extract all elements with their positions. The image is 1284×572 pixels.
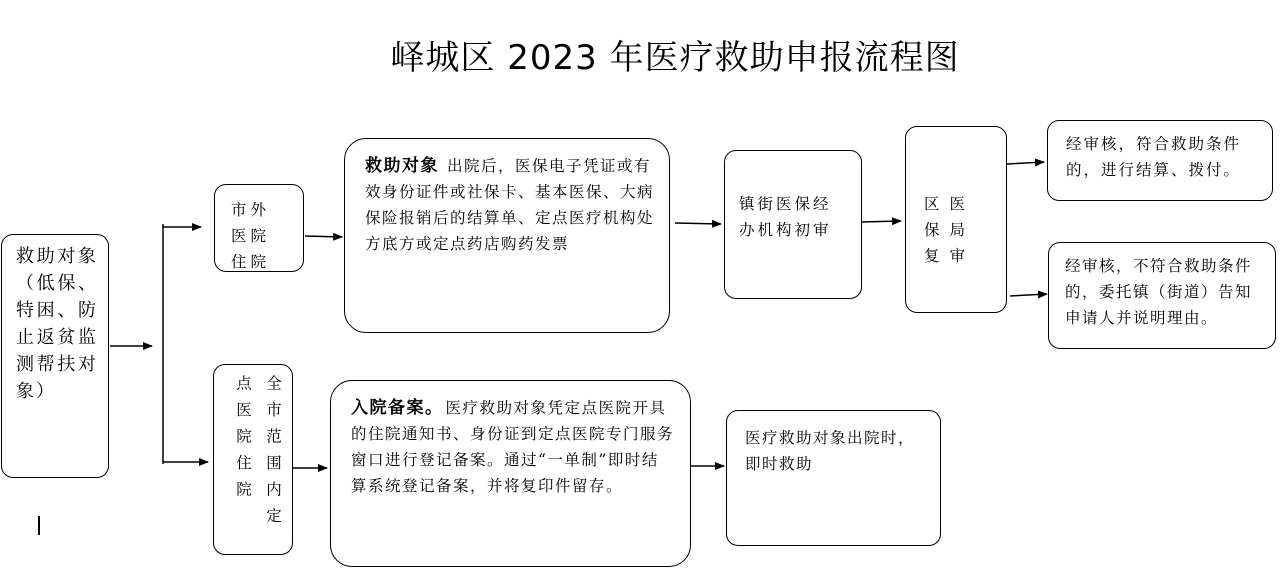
arrow-district-to-rejected xyxy=(1010,294,1047,296)
node-district-review-text: 区医保局复审 xyxy=(924,195,976,265)
node-outside-city-hospital-text: 市外医院住院 xyxy=(231,201,271,271)
arrow-district-to-approved xyxy=(1007,162,1044,164)
node-outside-city-hospital xyxy=(214,184,304,272)
text-cursor xyxy=(38,516,40,535)
node-outside-materials xyxy=(344,138,670,333)
arrow-town-to-district xyxy=(861,221,901,222)
node-approved-result-text: 经审核，符合救助条件的，进行结算、拨付。 xyxy=(1066,135,1242,179)
node-admission-filing xyxy=(330,380,691,567)
arrow-outside-to-materials xyxy=(305,236,342,237)
node-district-review xyxy=(905,126,1007,313)
node-town-initial-review-text: 镇街医保经办机构初审 xyxy=(739,195,832,239)
node-inside-city-hospital-text: 全市范围内定点医院住院 xyxy=(234,375,282,534)
node-rejected-result-text: 经审核，不符合救助条件的，委托镇（街道）告知申请人并说明理由。 xyxy=(1065,257,1253,327)
node-aid-subject-text: 救助对象（低保、特困、防止返贫监测帮扶对象） xyxy=(16,246,98,402)
node-admission-filing-body: 医疗救助对象凭定点医院开具的住院通知书、身份证到定点医院专门服务窗口进行登记备案。通过“一单制”即时结算系统登记备案，并将复印件留存。 xyxy=(351,399,675,495)
node-outside-materials-text xyxy=(365,153,655,257)
page-title: 峄城区 2023 年医疗救助申报流程图 xyxy=(390,38,960,78)
node-instant-aid-text: 医疗救助对象出院时，即时救助 xyxy=(745,429,916,473)
arrow-materials-to-town xyxy=(675,223,721,224)
node-admission-filing-text xyxy=(351,395,674,499)
node-instant-aid xyxy=(726,410,941,546)
node-aid-subject xyxy=(1,234,109,478)
node-outside-materials-lead: 救助对象 xyxy=(365,156,439,176)
node-approved-result xyxy=(1047,120,1273,201)
node-town-initial-review xyxy=(724,150,862,299)
node-admission-filing-lead: 入院备案。 xyxy=(351,398,444,418)
node-outside-materials-body: 出院后，医保电子凭证或有效身份证件或社保卡、基本医保、大病保险报销后的结算单、定点医疗机构处方底方或定点药店购药发票 xyxy=(365,157,655,253)
node-inside-city-hospital xyxy=(213,364,293,555)
node-rejected-result xyxy=(1048,242,1276,349)
